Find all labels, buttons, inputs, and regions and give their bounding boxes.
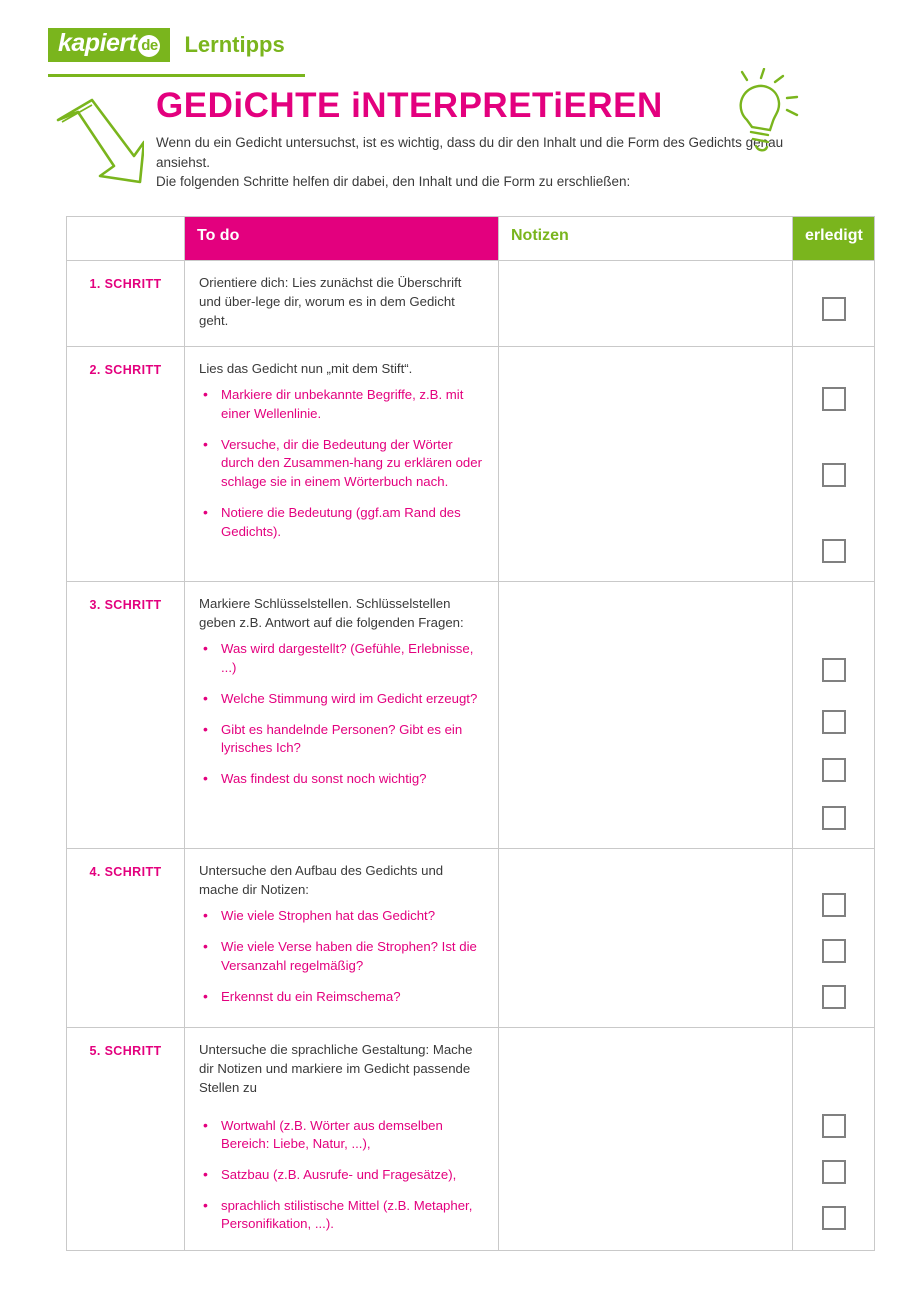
table-row [67, 1028, 875, 1251]
checkbox[interactable] [822, 985, 846, 1009]
checkbox[interactable] [822, 1160, 846, 1184]
list-item: • Markiere dir unbekannte Begriffe, z.B. mit einer Wellenlinie. [199, 386, 484, 423]
todo-cell [185, 582, 499, 849]
done-cell [793, 582, 875, 849]
list-item: • Welche Stimmung wird im Gedicht erzeugt? [199, 690, 484, 709]
list-item: • Wie viele Strophen hat das Gedicht? [199, 907, 484, 926]
brand-logo [48, 28, 285, 62]
todo-cell [185, 1028, 499, 1251]
table-row [67, 849, 875, 1028]
logo-name: kapiert [58, 29, 137, 57]
step-label: 2. SCHRITT [67, 347, 185, 582]
checkbox[interactable] [822, 758, 846, 782]
checkbox[interactable] [822, 539, 846, 563]
table-row [67, 582, 875, 849]
list-item: • Notiere die Bedeutung (ggf.am Rand des Gedichts). [199, 504, 484, 541]
todo-cell [185, 260, 499, 346]
todo-lead: Orientiere dich: Lies zunächst die Überschrift und über-lege dir, worum es in dem Gedicht geht. [199, 274, 462, 328]
title-block [144, 84, 796, 192]
logo-suffix: de [138, 35, 160, 57]
notes-cell[interactable] [499, 1028, 793, 1251]
list-item: • Was findest du sonst noch wichtig? [199, 770, 484, 789]
list-item: • Wie viele Verse haben die Strophen? Ist die Versanzahl regelmäßig? [199, 938, 484, 975]
checkbox-group [793, 863, 874, 1009]
intro-line-1: Wenn du ein Gedicht untersuchst, ist es wichtig, dass du dir den Inhalt und die Form des Gedichts genau ansiehst. [156, 135, 784, 170]
checkbox[interactable] [822, 658, 846, 682]
notes-cell[interactable] [499, 347, 793, 582]
worksheet-table [66, 216, 875, 1252]
checkbox[interactable] [822, 1206, 846, 1230]
list-item: • sprachlich stilistische Mittel (z.B. Metapher, Personifikation, ...). [199, 1197, 484, 1234]
header-notes: Notizen [499, 216, 793, 260]
list-item: • Gibt es handelnde Personen? Gibt es ein lyrisches Ich? [199, 721, 484, 758]
todo-lead: Lies das Gedicht nun „mit dem Stift“. [199, 361, 413, 377]
todo-points [199, 1117, 484, 1235]
intro-line-2: Die folgenden Schritte helfen dir dabei, den Inhalt und die Form zu erschließen: [156, 174, 631, 190]
logo-underline [48, 74, 305, 77]
list-item: • Erkennst du ein Reimschema? [199, 988, 484, 1007]
todo-points [199, 640, 484, 788]
table-header-row [67, 216, 875, 260]
header-done: erledigt [793, 216, 875, 260]
step-label: 4. SCHRITT [67, 849, 185, 1028]
list-item: • Was wird dargestellt? (Gefühle, Erlebnisse, ...) [199, 640, 484, 677]
notes-cell[interactable] [499, 260, 793, 346]
logo-badge [48, 28, 170, 62]
todo-points [199, 907, 484, 1006]
table-row [67, 260, 875, 346]
intro-text [156, 133, 796, 192]
header-todo: To do [185, 216, 499, 260]
done-cell [793, 260, 875, 346]
checkbox[interactable] [822, 710, 846, 734]
title-row [0, 84, 923, 192]
todo-lead: Untersuche den Aufbau des Gedichts und mache dir Notizen: [199, 863, 444, 898]
arrow-down-right-icon [48, 84, 144, 189]
todo-points [199, 386, 484, 541]
page-header [0, 0, 923, 62]
list-item: • Satzbau (z.B. Ausrufe- und Fragesätze), [199, 1166, 484, 1185]
step-label: 5. SCHRITT [67, 1028, 185, 1251]
checkbox[interactable] [822, 463, 846, 487]
checkbox-group [793, 275, 874, 321]
table-row [67, 347, 875, 582]
todo-lead: Markiere Schlüsselstellen. Schlüsselstellen geben z.B. Antwort auf die folgenden Fragen: [199, 596, 464, 631]
checkbox[interactable] [822, 893, 846, 917]
notes-cell[interactable] [499, 849, 793, 1028]
logo-tagline: Lerntipps [184, 32, 285, 57]
checkbox[interactable] [822, 1114, 846, 1138]
checkbox[interactable] [822, 387, 846, 411]
header-step [67, 216, 185, 260]
checkbox[interactable] [822, 939, 846, 963]
table-body [67, 260, 875, 1251]
todo-cell [185, 849, 499, 1028]
step-label: 1. SCHRITT [67, 260, 185, 346]
done-cell [793, 1028, 875, 1251]
checkbox-group [793, 361, 874, 563]
checkbox-group [793, 1042, 874, 1230]
list-item: • Versuche, dir die Bedeutung der Wörter durch den Zusammen-hang zu erklären oder schlage sie in einem Wörterbuch nach. [199, 436, 484, 492]
page-title: GEDiCHTE iNTERPRETiEREN [156, 86, 663, 125]
todo-lead: Untersuche die sprachliche Gestaltung: Mache dir Notizen und markiere im Gedicht passende Stellen zu [199, 1042, 473, 1096]
checkbox[interactable] [822, 297, 846, 321]
checkbox[interactable] [822, 806, 846, 830]
step-label: 3. SCHRITT [67, 582, 185, 849]
done-cell [793, 849, 875, 1028]
list-item: • Wortwahl (z.B. Wörter aus demselben Bereich: Liebe, Natur, ...), [199, 1117, 484, 1154]
checkbox-group [793, 596, 874, 830]
lightbulb-icon [717, 68, 803, 163]
notes-cell[interactable] [499, 582, 793, 849]
todo-cell [185, 347, 499, 582]
done-cell [793, 347, 875, 582]
